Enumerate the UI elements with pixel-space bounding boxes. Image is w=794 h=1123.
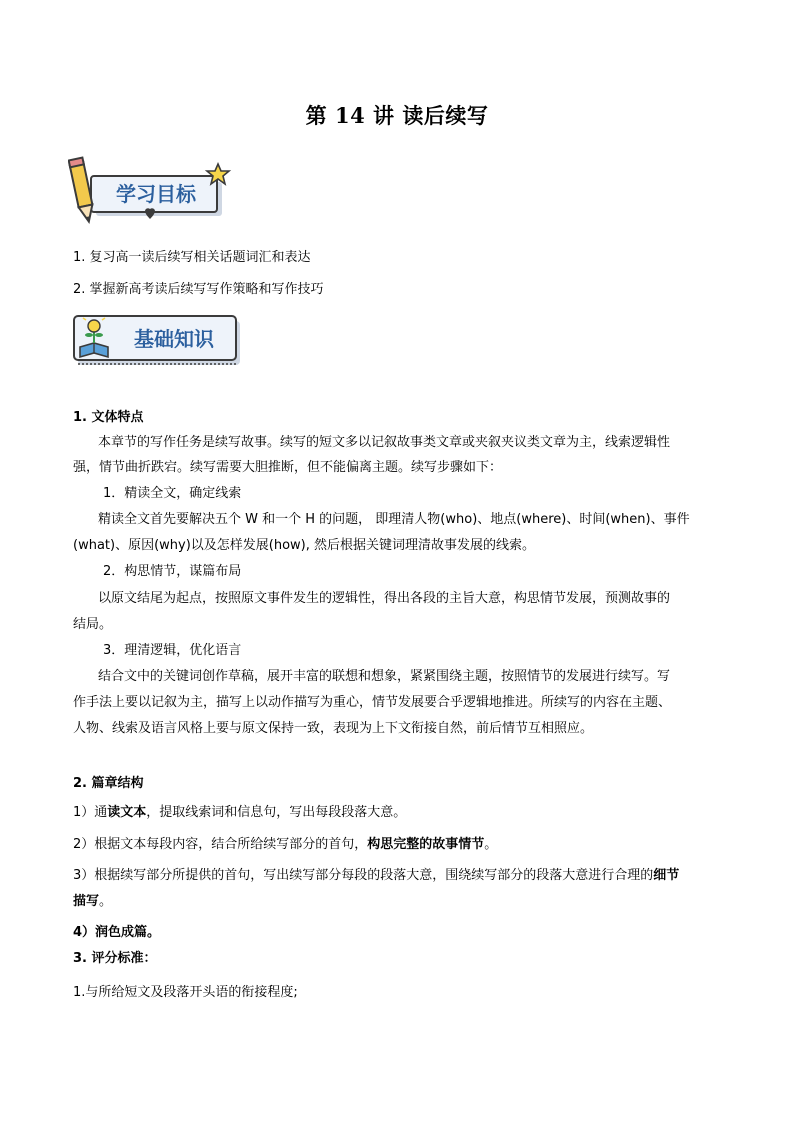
section-3-heading: 3. 评分标准： xyxy=(73,951,157,966)
s1-para-1b: 强，情节曲折跌宕。续写需要大胆推断，但不能偏离主题。续写步骤如下： xyxy=(73,460,503,475)
goal-item-2: 2. 掌握新高考读后续写写作策略和写作技巧 xyxy=(73,282,324,297)
s2-item-4: 4）润色成篇。 xyxy=(73,925,161,940)
s1-step-1: 1．精读全文，确定线索 xyxy=(103,486,242,501)
learning-goals-badge xyxy=(68,156,234,232)
s1-step-3: 3．理清逻辑，优化语言 xyxy=(103,643,242,658)
s1-para-4c: 人物、线索及语言风格上要与原文保持一致，表现为上下文衔接自然，前后情节互相照应。 xyxy=(73,721,594,736)
s2-item-2: 2）根据文本每段内容，结合所给续写部分的首句，构思完整的故事情节。 xyxy=(73,837,498,852)
s1-step-2: 2．构思情节，谋篇布局 xyxy=(103,564,242,579)
s1-para-2b: (what)、原因(why)以及怎样发展(how), 然后根据关键词理清故事发展的线索。 xyxy=(73,538,536,553)
s1-para-4b: 作手法上要以记叙为主，描写上以动作描写为重心，情节发展要合乎逻辑地推进。所续写的内容在主题、 xyxy=(73,695,672,710)
s1-para-4a: 结合文中的关键词创作草稿，展开丰富的联想和想象，紧紧围绕主题，按照情节的发展进行续写。写 xyxy=(98,669,671,684)
s2-item-3a: 3）根据续写部分所提供的首句，写出续写部分每段的段落大意，围绕续写部分的段落大意进行合理的细节 xyxy=(73,868,680,883)
s1-para-3a: 以原文结尾为起点，按照原文事件发生的逻辑性，得出各段的主旨大意，构思情节发展，预测故事的 xyxy=(98,591,671,606)
badge-basic-text: 基础知识 xyxy=(134,327,214,351)
basic-knowledge-badge xyxy=(72,313,244,369)
badge-goal-text: 学习目标 xyxy=(116,182,196,206)
pencil-star-icon xyxy=(68,156,234,232)
s1-para-2a: 精读全文首先要解决五个 W 和一个 H 的问题， 即理清人物(who)、地点(where)、时间(when)、事件 xyxy=(98,512,690,527)
section-2-heading: 2. 篇章结构 xyxy=(73,776,144,791)
s3-criterion-1: 1.与所给短文及段落开头语的衔接程度; xyxy=(73,985,298,1000)
goal-item-1: 1. 复习高一读后续写相关话题词汇和表达 xyxy=(73,250,311,265)
s2-item-1: 1）通读文本，提取线索词和信息句，写出每段段落大意。 xyxy=(73,805,407,820)
s2-item-3b: 描写。 xyxy=(73,894,113,909)
section-1-heading: 1. 文体特点 xyxy=(73,410,144,425)
s1-para-3b: 结局。 xyxy=(73,617,113,632)
s1-para-1a: 本章节的写作任务是续写故事。续写的短文多以记叙故事类文章或夹叙夹议类文章为主，线索逻辑性 xyxy=(98,435,671,450)
page-title: 第 14 讲 读后续写 xyxy=(305,103,489,128)
book-bulb-icon xyxy=(72,313,244,369)
